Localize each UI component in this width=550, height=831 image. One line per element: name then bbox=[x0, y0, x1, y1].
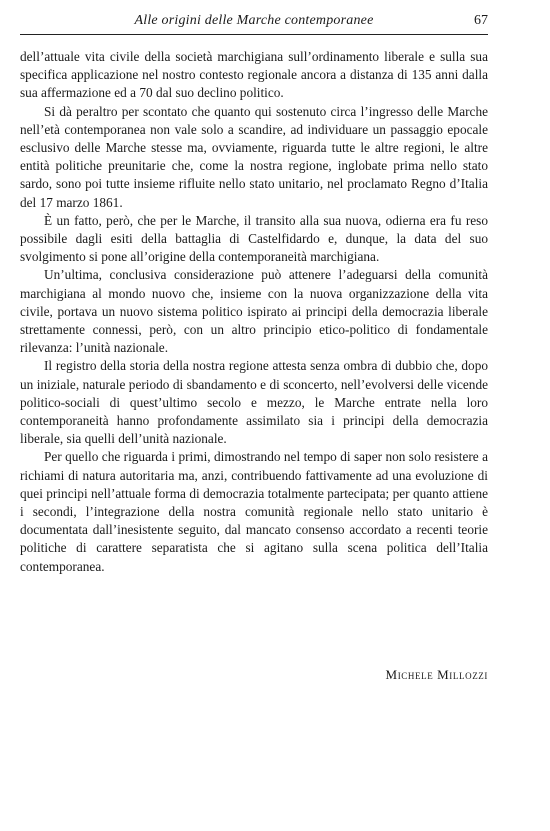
body-text bbox=[20, 48, 488, 576]
paragraph: Si dà peraltro per scontato che quanto qui sostenuto circa l’ingresso delle Marche nell’età contemporanea non vale solo a scandire, ad individuare un passaggio epocale esclusivo delle Marche stesse ma, ovviamente, riguarda tutte le altre regioni, le altre entità politiche preunitarie che, come la nostra regione, inglobate prima nello stato sardo, sono poi tutte insieme rifluite nello stato unitario, nel proclamato Regno d’Italia del 17 marzo 1861. bbox=[20, 103, 488, 210]
running-title: Alle origini delle Marche contemporanee bbox=[134, 13, 374, 28]
page-number: 67 bbox=[474, 13, 488, 28]
paragraph: Il registro della storia della nostra regione attesta senza ombra di dubbio che, dopo un iniziale, naturale periodo di sbandamento e di sconcerto, nell’evolversi delle vicende politico-sociali di quest’ultimo secolo e mezzo, le Marche entrate nella loro contemporaneità hanno profondamente assimilato sia i principi della democrazia liberale, sia quelli dell’unità nazionale. bbox=[20, 358, 488, 447]
paragraph: dell’attuale vita civile della società marchigiana sull’ordinamento liberale e sulla sua specifica applicazione nel nostro contesto regionale ancora a distanza di 135 anni dalla sua affermazione ed a 70 dal suo declino politico. bbox=[20, 49, 488, 101]
paragraph: Per quello che riguarda i primi, dimostrando nel tempo di saper non solo resistere a richiami di natura autoritaria ma, anzi, contribuendo fattivamente ad una evoluzione di quei principi nell’attuale forma di democrazia totalmente partecipata; per quanto attiene i secondi, l’integrazione della nostra comunità regionale nello stato unitario è documentata dall’inesistente seguito, dal mancato consenso accordato a recenti teorie politiche di carattere separatista che si agitano sulla scena politica dell’Italia contemporanea. bbox=[20, 449, 488, 574]
paragraph: È un fatto, però, che per le Marche, il transito alla sua nuova, odierna era fu reso possibile dagli esiti della battaglia di Castelfidardo e, dunque, la data del suo svolgimento si pone all’origine della contemporaneità marchigiana. bbox=[20, 212, 488, 265]
author-signature: Michele Millozzi bbox=[385, 667, 488, 682]
paragraph: Un’ultima, conclusiva considerazione può attenere l’adeguarsi della comunità marchigiana al mondo nuovo che, insieme con la nuova organizzazione della vita civile, portava un nuovo sistema politico ispirato ai principi della democrazia liberale strettamente connessi, però, con un altro principio etico-politico di fondamentale rilevanza: l’unità nazionale. bbox=[20, 267, 488, 356]
header-rule bbox=[20, 34, 488, 35]
page-header bbox=[20, 10, 488, 34]
